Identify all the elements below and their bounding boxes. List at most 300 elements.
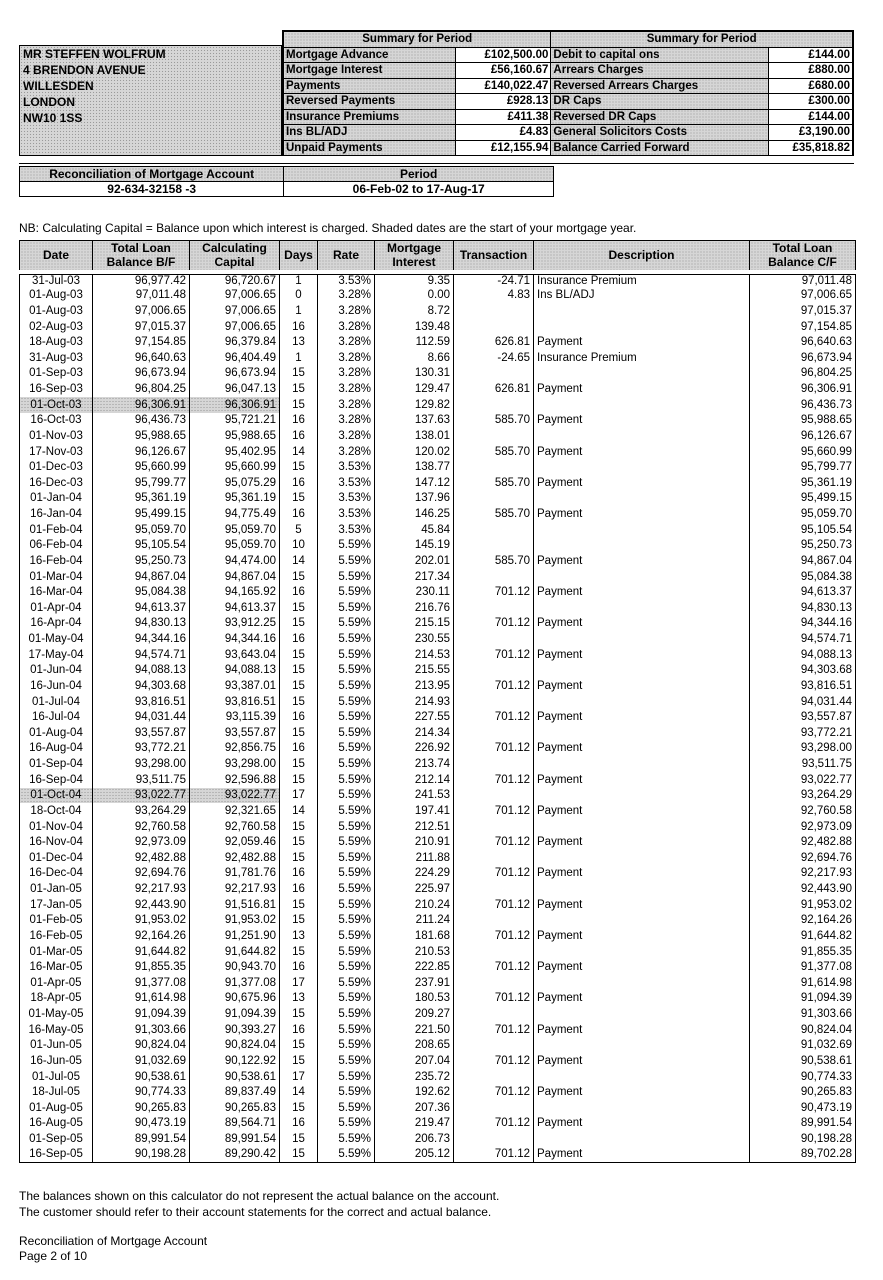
cell-mortgage-interest: 8.66	[375, 350, 454, 366]
cell-days: 14	[280, 803, 318, 819]
cell-calculating-capital: 95,402.95	[190, 444, 280, 460]
cell-calculating-capital: 94,344.16	[190, 631, 280, 647]
cell-description	[534, 569, 750, 585]
header-transaction: Transaction	[454, 241, 534, 272]
cell-balance-cf: 94,830.13	[750, 600, 856, 616]
summary-left-value: £56,160.67	[456, 63, 551, 79]
cell-mortgage-interest: 147.12	[375, 475, 454, 491]
cell-description: Payment	[534, 1022, 750, 1038]
cell-description: Payment	[534, 709, 750, 725]
cell-transaction	[454, 788, 534, 804]
summary-right-value: £144.00	[769, 109, 853, 125]
cell-mortgage-interest: 181.68	[375, 928, 454, 944]
cell-rate: 5.59%	[318, 631, 375, 647]
disclaimer-line: The balances shown on this calculator do not represent the actual balance on the account.	[19, 1189, 500, 1203]
cell-transaction	[454, 913, 534, 929]
cell-balance-cf: 95,499.15	[750, 491, 856, 507]
table-row	[20, 288, 856, 304]
cell-transaction: 701.12	[454, 741, 534, 757]
cell-days: 15	[280, 1053, 318, 1069]
cell-balance-bf: 93,298.00	[93, 756, 190, 772]
cell-balance-bf: 94,344.16	[93, 631, 190, 647]
cell-balance-cf: 92,164.26	[750, 913, 856, 929]
cell-calculating-capital: 94,867.04	[190, 569, 280, 585]
reconciliation-title: Reconciliation of Mortgage Account	[20, 167, 284, 182]
table-row	[20, 569, 856, 585]
cell-rate: 5.59%	[318, 663, 375, 679]
cell-description	[534, 491, 750, 507]
cell-description: Payment	[534, 553, 750, 569]
table-row	[20, 1116, 856, 1132]
period-range: 06-Feb-02 to 17-Aug-17	[284, 182, 554, 197]
table-row	[20, 881, 856, 897]
cell-calculating-capital: 93,022.77	[190, 788, 280, 804]
cell-description	[534, 819, 750, 835]
cell-transaction	[454, 1038, 534, 1054]
cell-mortgage-interest: 215.15	[375, 616, 454, 632]
cell-balance-bf: 95,799.77	[93, 475, 190, 491]
summary-right-label: Reversed Arrears Charges	[551, 78, 769, 94]
cell-mortgage-interest: 112.59	[375, 334, 454, 350]
cell-transaction	[454, 600, 534, 616]
cell-description	[534, 913, 750, 929]
table-row	[20, 272, 856, 288]
cell-description	[534, 1038, 750, 1054]
cell-transaction: 701.12	[454, 584, 534, 600]
address-line: MR STEFFEN WOLFRUM	[23, 47, 166, 61]
cell-balance-cf: 94,344.16	[750, 616, 856, 632]
cell-calculating-capital: 89,837.49	[190, 1084, 280, 1100]
cell-mortgage-interest: 230.11	[375, 584, 454, 600]
cell-description	[534, 631, 750, 647]
calculation-note: NB: Calculating Capital = Balance upon which interest is charged. Shaded dates are the start of your mortgage year.	[19, 221, 637, 235]
cell-balance-bf: 97,006.65	[93, 303, 190, 319]
cell-days: 15	[280, 694, 318, 710]
table-row	[20, 1147, 856, 1163]
cell-rate: 5.59%	[318, 959, 375, 975]
cell-balance-cf: 97,006.65	[750, 288, 856, 304]
table-row	[20, 1053, 856, 1069]
cell-calculating-capital: 94,165.92	[190, 584, 280, 600]
cell-rate: 3.28%	[318, 303, 375, 319]
table-row	[20, 366, 856, 382]
cell-balance-bf: 90,473.19	[93, 1116, 190, 1132]
cell-rate: 5.59%	[318, 866, 375, 882]
cell-mortgage-interest: 120.02	[375, 444, 454, 460]
cell-rate: 3.53%	[318, 272, 375, 288]
cell-balance-bf: 94,830.13	[93, 616, 190, 632]
cell-mortgage-interest: 211.88	[375, 850, 454, 866]
cell-balance-cf: 94,613.37	[750, 584, 856, 600]
cell-balance-cf: 92,482.88	[750, 834, 856, 850]
cell-calculating-capital: 94,613.37	[190, 600, 280, 616]
cell-calculating-capital: 93,115.39	[190, 709, 280, 725]
cell-days: 15	[280, 381, 318, 397]
table-row	[20, 788, 856, 804]
cell-description: Payment	[534, 897, 750, 913]
cell-transaction: 701.12	[454, 647, 534, 663]
cell-balance-cf: 90,824.04	[750, 1022, 856, 1038]
cell-balance-bf: 93,264.29	[93, 803, 190, 819]
cell-days: 17	[280, 975, 318, 991]
cell-balance-bf: 95,988.65	[93, 428, 190, 444]
summary-row	[284, 94, 853, 110]
cell-transaction	[454, 366, 534, 382]
cell-days: 15	[280, 1147, 318, 1163]
cell-balance-bf: 95,059.70	[93, 522, 190, 538]
cell-balance-bf: 95,105.54	[93, 538, 190, 554]
table-row	[20, 616, 856, 632]
cell-days: 16	[280, 741, 318, 757]
cell-rate: 5.59%	[318, 819, 375, 835]
cell-rate: 5.59%	[318, 694, 375, 710]
cell-transaction: 585.70	[454, 506, 534, 522]
table-row	[20, 459, 856, 475]
cell-description: Payment	[534, 803, 750, 819]
cell-description	[534, 663, 750, 679]
table-row	[20, 428, 856, 444]
cell-balance-cf: 93,264.29	[750, 788, 856, 804]
cell-days: 15	[280, 1006, 318, 1022]
cell-transaction	[454, 631, 534, 647]
cell-transaction: 701.12	[454, 616, 534, 632]
cell-days: 13	[280, 991, 318, 1007]
cell-calculating-capital: 94,775.49	[190, 506, 280, 522]
table-row	[20, 756, 856, 772]
cell-calculating-capital: 95,059.70	[190, 538, 280, 554]
cell-description: Payment	[534, 1053, 750, 1069]
cell-mortgage-interest: 216.76	[375, 600, 454, 616]
cell-transaction: 4.83	[454, 288, 534, 304]
cell-description: Payment	[534, 616, 750, 632]
cell-description: Insurance Premium	[534, 272, 750, 288]
cell-balance-cf: 90,538.61	[750, 1053, 856, 1069]
cell-description	[534, 756, 750, 772]
cell-balance-bf: 93,022.77	[93, 788, 190, 804]
reconciliation-box	[19, 166, 554, 196]
cell-rate: 5.59%	[318, 788, 375, 804]
cell-days: 16	[280, 709, 318, 725]
cell-mortgage-interest: 241.53	[375, 788, 454, 804]
cell-rate: 5.59%	[318, 616, 375, 632]
cell-transaction	[454, 975, 534, 991]
cell-calculating-capital: 95,988.65	[190, 428, 280, 444]
cell-rate: 3.28%	[318, 413, 375, 429]
cell-calculating-capital: 90,538.61	[190, 1069, 280, 1085]
cell-calculating-capital: 91,377.08	[190, 975, 280, 991]
cell-transaction: 585.70	[454, 475, 534, 491]
cell-balance-bf: 91,032.69	[93, 1053, 190, 1069]
table-row	[20, 1006, 856, 1022]
cell-description: Payment	[534, 444, 750, 460]
cell-balance-bf: 93,772.21	[93, 741, 190, 757]
cell-mortgage-interest: 215.55	[375, 663, 454, 679]
cell-balance-cf: 95,660.99	[750, 444, 856, 460]
cell-mortgage-interest: 138.77	[375, 459, 454, 475]
table-row	[20, 663, 856, 679]
cell-mortgage-interest: 213.95	[375, 678, 454, 694]
cell-transaction: -24.71	[454, 272, 534, 288]
cell-balance-cf: 91,032.69	[750, 1038, 856, 1054]
cell-transaction: 585.70	[454, 553, 534, 569]
cell-balance-cf: 92,217.93	[750, 866, 856, 882]
cell-transaction: 701.12	[454, 834, 534, 850]
cell-balance-bf: 96,977.42	[93, 272, 190, 288]
cell-rate: 5.59%	[318, 553, 375, 569]
cell-balance-bf: 95,660.99	[93, 459, 190, 475]
cell-balance-cf: 93,816.51	[750, 678, 856, 694]
cell-transaction: 701.12	[454, 1116, 534, 1132]
summary-left-header: Summary for Period	[284, 32, 551, 48]
address-line: NW10 1SS	[23, 111, 83, 125]
cell-calculating-capital: 97,006.65	[190, 319, 280, 335]
cell-balance-bf: 93,511.75	[93, 772, 190, 788]
summary-left-value: £928.13	[456, 94, 551, 110]
cell-balance-bf: 91,377.08	[93, 975, 190, 991]
cell-transaction: 701.12	[454, 897, 534, 913]
cell-days: 14	[280, 553, 318, 569]
cell-balance-bf: 94,867.04	[93, 569, 190, 585]
cell-days: 15	[280, 616, 318, 632]
cell-date: 01-May-05	[20, 1006, 93, 1022]
cell-description	[534, 881, 750, 897]
table-row	[20, 647, 856, 663]
cell-date: 16-Sep-04	[20, 772, 93, 788]
cell-rate: 3.28%	[318, 428, 375, 444]
cell-transaction: 701.12	[454, 1147, 534, 1163]
table-row	[20, 1038, 856, 1054]
cell-rate: 3.28%	[318, 319, 375, 335]
cell-transaction: 701.12	[454, 1084, 534, 1100]
cell-calculating-capital: 92,321.65	[190, 803, 280, 819]
cell-date: 01-Nov-03	[20, 428, 93, 444]
cell-rate: 3.53%	[318, 491, 375, 507]
summary-right-value: £880.00	[769, 63, 853, 79]
cell-balance-cf: 91,644.82	[750, 928, 856, 944]
cell-balance-bf: 94,613.37	[93, 600, 190, 616]
cell-days: 16	[280, 584, 318, 600]
cell-transaction	[454, 944, 534, 960]
table-row	[20, 1022, 856, 1038]
cell-balance-bf: 96,673.94	[93, 366, 190, 382]
table-row	[20, 538, 856, 554]
cell-date: 18-Apr-05	[20, 991, 93, 1007]
cell-balance-bf: 96,436.73	[93, 413, 190, 429]
cell-transaction: 626.81	[454, 334, 534, 350]
address-line: 4 BRENDON AVENUE	[23, 63, 146, 77]
cell-description: Payment	[534, 647, 750, 663]
table-row	[20, 897, 856, 913]
cell-days: 13	[280, 928, 318, 944]
cell-days: 15	[280, 850, 318, 866]
cell-transaction	[454, 397, 534, 413]
cell-calculating-capital: 91,094.39	[190, 1006, 280, 1022]
cell-rate: 3.28%	[318, 397, 375, 413]
cell-days: 1	[280, 350, 318, 366]
cell-calculating-capital: 96,404.49	[190, 350, 280, 366]
summary-left-value: £411.38	[456, 109, 551, 125]
cell-date: 16-Jul-04	[20, 709, 93, 725]
cell-calculating-capital: 90,943.70	[190, 959, 280, 975]
cell-date: 18-Jul-05	[20, 1084, 93, 1100]
table-row	[20, 991, 856, 1007]
cell-days: 17	[280, 1069, 318, 1085]
disclaimer	[19, 1188, 499, 1220]
cell-days: 15	[280, 647, 318, 663]
cell-balance-bf: 92,217.93	[93, 881, 190, 897]
cell-rate: 5.59%	[318, 1006, 375, 1022]
cell-balance-bf: 91,614.98	[93, 991, 190, 1007]
table-row	[20, 803, 856, 819]
summary-left-label: Payments	[284, 78, 456, 94]
cell-date: 31-Jul-03	[20, 272, 93, 288]
table-row	[20, 475, 856, 491]
cell-balance-bf: 96,640.63	[93, 350, 190, 366]
cell-description: Payment	[534, 959, 750, 975]
cell-transaction: 701.12	[454, 803, 534, 819]
cell-days: 15	[280, 600, 318, 616]
cell-mortgage-interest: 235.72	[375, 1069, 454, 1085]
summary-left-label: Mortgage Interest	[284, 63, 456, 79]
cell-balance-cf: 92,760.58	[750, 803, 856, 819]
cell-rate: 3.28%	[318, 366, 375, 382]
cell-date: 01-Aug-04	[20, 725, 93, 741]
cell-date: 16-Oct-03	[20, 413, 93, 429]
cell-balance-cf: 93,772.21	[750, 725, 856, 741]
cell-description: Payment	[534, 834, 750, 850]
cell-rate: 5.59%	[318, 709, 375, 725]
cell-date: 01-Oct-04	[20, 788, 93, 804]
cell-calculating-capital: 94,088.13	[190, 663, 280, 679]
cell-balance-cf: 91,303.66	[750, 1006, 856, 1022]
cell-description	[534, 522, 750, 538]
cell-transaction	[454, 1131, 534, 1147]
cell-rate: 3.53%	[318, 459, 375, 475]
cell-rate: 3.53%	[318, 475, 375, 491]
cell-description	[534, 459, 750, 475]
cell-balance-cf: 96,126.67	[750, 428, 856, 444]
cell-rate: 5.59%	[318, 756, 375, 772]
cell-mortgage-interest: 139.48	[375, 319, 454, 335]
table-row	[20, 381, 856, 397]
cell-date: 17-May-04	[20, 647, 93, 663]
cell-balance-bf: 92,482.88	[93, 850, 190, 866]
cell-balance-cf: 93,511.75	[750, 756, 856, 772]
cell-balance-bf: 97,011.48	[93, 288, 190, 304]
cell-description: Payment	[534, 334, 750, 350]
cell-calculating-capital: 91,953.02	[190, 913, 280, 929]
cell-description	[534, 1069, 750, 1085]
cell-days: 0	[280, 288, 318, 304]
summary-left-label: Ins BL/ADJ	[284, 125, 456, 141]
cell-balance-cf: 92,694.76	[750, 850, 856, 866]
cell-calculating-capital: 93,816.51	[190, 694, 280, 710]
cell-mortgage-interest: 219.47	[375, 1116, 454, 1132]
cell-calculating-capital: 91,516.81	[190, 897, 280, 913]
cell-calculating-capital: 89,564.71	[190, 1116, 280, 1132]
cell-mortgage-interest: 237.91	[375, 975, 454, 991]
cell-rate: 5.59%	[318, 1053, 375, 1069]
cell-mortgage-interest: 205.12	[375, 1147, 454, 1163]
cell-rate: 5.59%	[318, 928, 375, 944]
cell-transaction	[454, 694, 534, 710]
table-row	[20, 850, 856, 866]
cell-description	[534, 1131, 750, 1147]
cell-days: 14	[280, 1084, 318, 1100]
cell-date: 16-Dec-03	[20, 475, 93, 491]
table-row	[20, 741, 856, 757]
cell-balance-bf: 92,694.76	[93, 866, 190, 882]
cell-transaction: 701.12	[454, 1053, 534, 1069]
cell-description: Payment	[534, 1116, 750, 1132]
table-row	[20, 334, 856, 350]
table-row	[20, 694, 856, 710]
cell-days: 15	[280, 1131, 318, 1147]
cell-mortgage-interest: 206.73	[375, 1131, 454, 1147]
cell-days: 16	[280, 428, 318, 444]
cell-mortgage-interest: 209.27	[375, 1006, 454, 1022]
cell-calculating-capital: 96,306.91	[190, 397, 280, 413]
cell-days: 15	[280, 725, 318, 741]
table-row	[20, 600, 856, 616]
cell-balance-cf: 93,557.87	[750, 709, 856, 725]
cell-days: 15	[280, 678, 318, 694]
period-label: Period	[284, 167, 554, 182]
cell-rate: 5.59%	[318, 569, 375, 585]
cell-calculating-capital: 91,251.90	[190, 928, 280, 944]
summary-right-label: Reversed DR Caps	[551, 109, 769, 125]
cell-balance-bf: 93,557.87	[93, 725, 190, 741]
cell-days: 15	[280, 1100, 318, 1116]
cell-transaction	[454, 1069, 534, 1085]
address-line: LONDON	[23, 95, 75, 109]
cell-date: 01-Aug-03	[20, 288, 93, 304]
cell-date: 16-Jan-04	[20, 506, 93, 522]
cell-balance-bf: 93,816.51	[93, 694, 190, 710]
address-line: WILLESDEN	[23, 79, 94, 93]
summary-left-label: Reversed Payments	[284, 94, 456, 110]
cell-mortgage-interest: 225.97	[375, 881, 454, 897]
cell-rate: 3.28%	[318, 350, 375, 366]
cell-balance-cf: 91,855.35	[750, 944, 856, 960]
cell-date: 01-Jun-04	[20, 663, 93, 679]
cell-balance-cf: 94,867.04	[750, 553, 856, 569]
summary-right-header: Summary for Period	[551, 32, 853, 48]
cell-balance-bf: 95,084.38	[93, 584, 190, 600]
cell-date: 16-Jun-04	[20, 678, 93, 694]
header-rate: Rate	[318, 241, 375, 272]
cell-date: 01-Jul-04	[20, 694, 93, 710]
cell-calculating-capital: 92,059.46	[190, 834, 280, 850]
cell-calculating-capital: 93,557.87	[190, 725, 280, 741]
table-row	[20, 631, 856, 647]
cell-description	[534, 850, 750, 866]
cell-balance-cf: 91,377.08	[750, 959, 856, 975]
cell-description: Payment	[534, 584, 750, 600]
cell-transaction	[454, 491, 534, 507]
cell-description: Payment	[534, 1084, 750, 1100]
cell-balance-bf: 96,126.67	[93, 444, 190, 460]
cell-balance-cf: 93,022.77	[750, 772, 856, 788]
cell-calculating-capital: 95,361.19	[190, 491, 280, 507]
cell-mortgage-interest: 212.51	[375, 819, 454, 835]
cell-description: Payment	[534, 506, 750, 522]
cell-date: 16-Sep-05	[20, 1147, 93, 1163]
cell-date: 16-Jun-05	[20, 1053, 93, 1069]
table-row	[20, 584, 856, 600]
cell-mortgage-interest: 221.50	[375, 1022, 454, 1038]
cell-date: 01-Sep-05	[20, 1131, 93, 1147]
